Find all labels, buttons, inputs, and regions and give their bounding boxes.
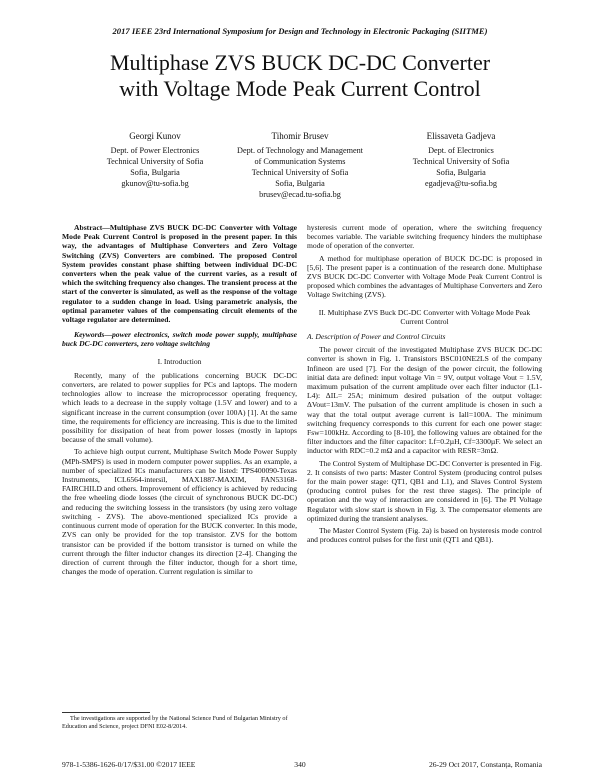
author-affil: Technical University of Sofia (106, 157, 204, 166)
section-2-heading: II. Multiphase ZVS Buck DC-DC Converter with Voltage Mode Peak Current Control (318, 307, 531, 326)
paper-title (0, 50, 600, 102)
author-2 (222, 131, 378, 200)
author-name: Elissaveta Gadjeva (426, 131, 496, 141)
left-column (62, 223, 297, 576)
author-affil: Sofia, Bulgaria (275, 179, 325, 188)
author-affil: Sofia, Bulgaria (436, 168, 486, 177)
subsection-a-heading: A. Description of Power and Control Circuits (307, 332, 446, 342)
paragraph: The Control System of Multiphase DC-DC Converter is presented in Fig. 2. It consists of two parts: Master Control System (producing control pulses for the main power stage: QT1, QB1 and L1), and Slaves Control System (producing control pulses for the rest three stages). The principle of operation and the way of interaction are considered in [6]. The PI Voltage Regulator with slow start is shown in Fig. 3. The compensator elements are optimized during the transient analyses. (307, 458, 542, 523)
author-affil: Technical University of Sofia (412, 157, 510, 166)
author-affil: Dept. of Electronics (428, 146, 494, 155)
title-line-1: Multiphase ZVS BUCK DC-DC Converter (109, 50, 491, 75)
author-email: egadjeva@tu-sofia.bg (425, 179, 497, 188)
conference-header: 2017 IEEE 23rd International Symposium for Design and Technology in Electronic Packaging (SIITME) (112, 26, 488, 36)
author-affil: Sofia, Bulgaria (130, 168, 180, 177)
author-name: Georgi Kunov (129, 131, 181, 141)
paragraph: A method for multiphase operation of BUCK DC-DC is proposed in [5,6]. The present paper is a continuation of the research done. Multiphase ZVS BUCK DC-DC Converter with Voltage Mode Peak Current Control is proposed which combines the advantages of Multiphase Converters and Zero Voltage Switching (ZVS). (307, 253, 542, 300)
author-affil: of Communication Systems (254, 157, 346, 166)
author-affil: Dept. of Power Electronics (110, 146, 200, 155)
author-name: Tihomir Brusev (271, 131, 329, 141)
author-affil: Technical University of Sofia (251, 168, 349, 177)
paragraph: The power circuit of the investigated Multiphase ZVS BUCK DC-DC converter is shown in Fig. 1. Transistors BSC010NE2LS of the company Infineon are used [7]. For the design of the power circuit, the following initial data are defined: input voltage Vin = 9V, output voltage Vout = 1.5V, maximum pulsation of the current amplitude over each filter inductor (L1-L4): ΔIL= 25A; minimum desired pulsation of the output voltage: ΔVout=13mV. The pulsation of the current amplitude is chosen in such a way that the total output average current is Iall=100A. The minimum switching frequency corresponds to this current for each one power stage: Fsw=100kHz. According to [8-10], the following values are obtained for the filter inductors and the filter capacitor: Lf=0.2µH, Cf=3300µF. We select an inductor with RDC=0.2 mΩ and a capacitor with RESR=3mΩ. (307, 345, 542, 456)
paragraph: hysteresis current mode of operation, where the switching frequency becomes variable. The variable switching frequency hinders the multiphase mode of operation of the converter. (307, 223, 542, 251)
title-line-2: with Voltage Mode Peak Current Control (119, 76, 481, 101)
footer-isbn: 978-1-5386-1626-0/17/$31.00 ©2017 IEEE (62, 760, 196, 769)
abstract: Abstract—Multiphase ZVS BUCK DC-DC Converter with Voltage Mode Peak Current Control is proposed in the present paper. In this way, the advantages of Multiphase Converters and Zero Voltage Switching (ZVS) Converters are combined. The proposed Control System provides constant phase shifting between individual DC-DC converters when the peak value of the current varies, as a result of which the switching frequency also changes. The transient process at the start of the converter is simulated, as well as the response of the voltage regulator to a sudden change in load. Using parametric analysis, the optimal parameter values of the compensating circuit elements of the voltage regulator are determined. (62, 223, 297, 325)
page-number: 340 (294, 760, 306, 769)
author-3 (386, 131, 536, 189)
author-1 (80, 131, 230, 189)
paragraph: To achieve high output current, Multiphase Switch Mode Power Supply (MPh-SMPS) is used in modern computer power supplies. As an example, a number of specialized ICs manufacturers can be listed: TPS400090-Texas Instruments, ICL6564-intersil, MAX1887-MAXIM, FAN53168-FAIRCHILD and others. Improvement of efficiency is achieved by reducing the free wheeling diode losses (the circuit of synchronous BUCK DC-DC) and reducing the switching lossess in the transistors (by using zero voltage switching - ZVS). The above-mentioned specialized ICs provide a continuous current mode of operation for the BUCK converter. In this mode, ZVS can only be provided for the top transistor. ZVS for the bottom transistor can be provided if the bottom transistor is turned on while the current through the filter inductor changes its direction [2-4]. Changing the direction of current through the filter inductor, though for a short time, changes the mode of operation. Current regulation is similar to (62, 447, 297, 577)
footnote-rule (62, 712, 150, 713)
footer-venue: 26-29 Oct 2017, Constanța, Romania (428, 760, 542, 769)
paragraph: Recently, many of the publications concerning BUCK DC-DC converters, are related to power supplies for PCs and laptops. The modern technologies allow to increase the microprocessor operating frequency, which leads to a decrease in the supply voltage (1.5V and lower) and to a significant increase in the current consumption (over 100A) [1]. At the same time, the requirements for efficiency are increasing. This is due to the limited possibility for dissipation of heat from power losses (mostly in laptops because of the small volume). (62, 370, 297, 445)
author-affil: Dept. of Technology and Management (237, 146, 363, 155)
right-column (307, 223, 542, 545)
paragraph: The Master Control System (Fig. 2a) is based on hysteresis mode control and produces control pulses for the first unit (QT1 and QB1). (307, 526, 542, 545)
keywords: Keywords—power electronics, switch mode power supply, multiphase buck DC-DC converters, zero voltage switching (62, 330, 297, 349)
author-email: brusev@ecad.tu-sofia.bg (259, 190, 341, 199)
author-email: gkunov@tu-sofia.bg (121, 179, 189, 188)
section-1-heading: I. Introduction (157, 356, 202, 366)
footnote: The investigations are supported by the National Science Fund of Bulgarian Ministry of Education and Science, project DFNI E02-8/2014. (62, 715, 288, 730)
